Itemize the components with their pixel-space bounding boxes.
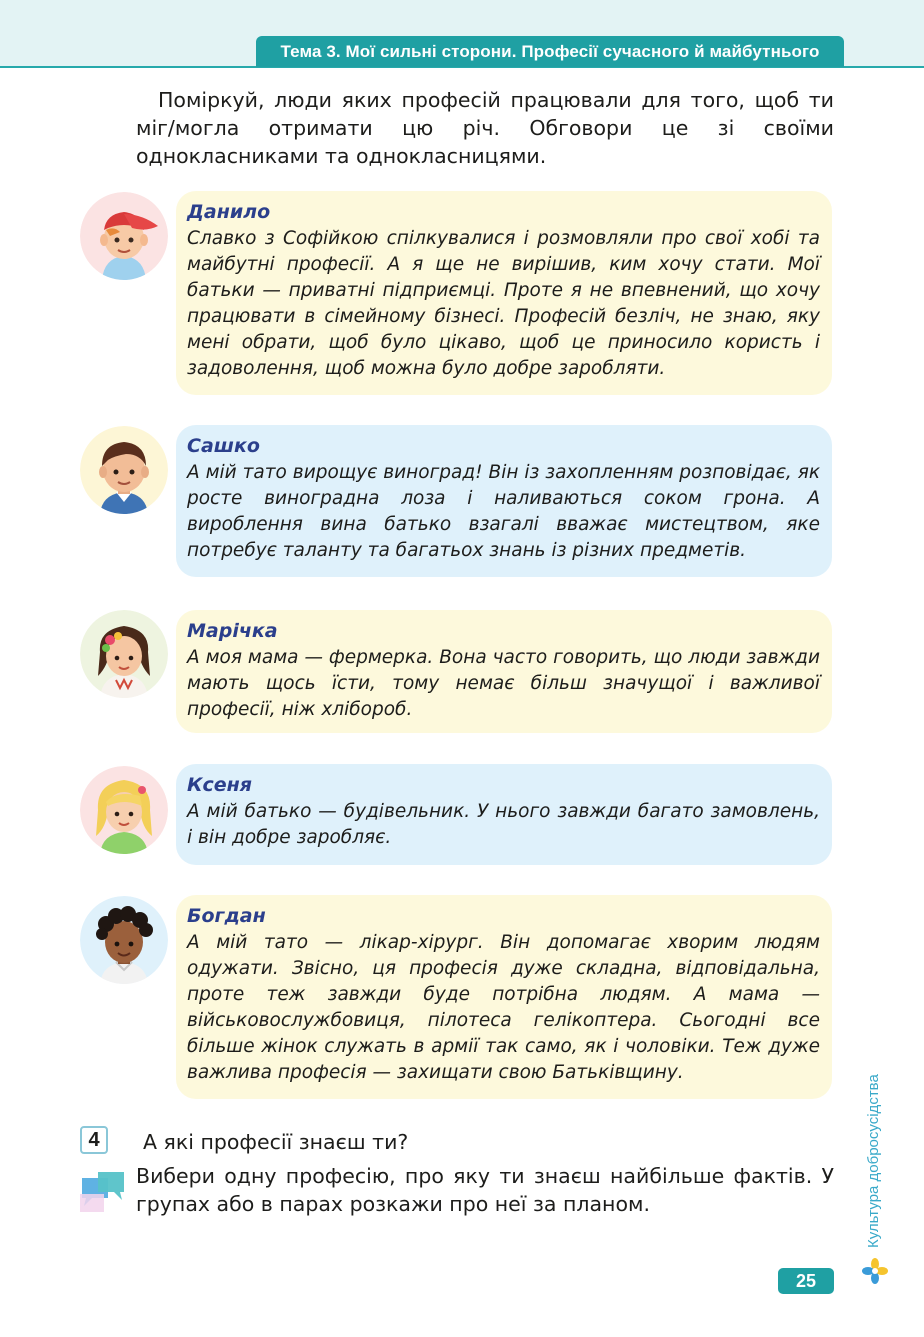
flower-icon — [862, 1258, 888, 1288]
speech-bubble-bohdan — [176, 895, 832, 1099]
task-number: 4 — [80, 1126, 108, 1154]
speaker-name: Марічка — [187, 620, 278, 642]
speaker-name: Сашко — [187, 435, 260, 457]
speech-text: А моя мама — фермерка. Вона часто говорить, що люди завжди мають щось їсти, тому немає більш значущої і важливої професії, ніж хлібороб. — [187, 647, 820, 720]
avatar-marichka — [80, 610, 168, 698]
speech-text: Славко з Софійкою спілкувалися і розмовляли про свої хобі та майбутні професії. А я ще не вирішив, ким хочу стати. Мої батьки — приватні підприємці. Проте я не впевнений, що хочу працювати в сімейному бізнесі. Професій безліч, не знаю, яку мені обрати, щоб було цікаво, щоб це приносило користь і задоволення, щоб можна було добре заробляти. — [187, 228, 820, 379]
avatar-sashko — [80, 426, 168, 514]
task-text: Вибери одну професію, про яку ти знаєш найбільше фактів. У групах або в парах розкажи про неї за планом. — [136, 1164, 834, 1216]
speech-text: А мій батько — будівельник. У нього завжди багато замовлень, і він добре заробляє. — [187, 801, 820, 848]
discussion-icon — [78, 1168, 128, 1220]
speech-bubble-sashko — [176, 425, 832, 577]
speech-bubble-danylo — [176, 191, 832, 395]
speaker-name: Ксеня — [187, 774, 253, 796]
speech-bubble-marichka — [176, 610, 832, 733]
avatar-bohdan — [80, 896, 168, 984]
speaker-name: Богдан — [187, 905, 266, 927]
avatar-ksenia — [80, 766, 168, 854]
speech-text: А мій тато — лікар-хірург. Він допомагає хворим людям одужати. Звісно, ця професія дуже складна, відповідальна, проте теж завжди буде потрібна людям. А мама — військовослужбовиця, пілотеса гелікоптера. Сьогодні все більше жінок служать в армії так само, як і чоловіки. Теж дуже важлива професія — захищати свою Батьківщину. — [187, 932, 820, 1083]
intro-paragraph: Поміркуй, люди яких професій працювали для того, щоб ти міг/могла отримати цю річ. Обговори це зі своїми однокласниками та однокласницями. — [136, 88, 834, 168]
speaker-name: Данило — [187, 201, 271, 223]
task-question: А які професії знаєш ти? — [143, 1130, 409, 1154]
topic-title: Тема 3. Мої сильні сторони. Професії сучасного й майбутнього — [256, 36, 844, 67]
page-number: 25 — [778, 1268, 834, 1294]
side-section-label: Культура добросусідства — [865, 1074, 882, 1248]
avatar-danylo — [80, 192, 168, 280]
speech-bubble-ksenia — [176, 764, 832, 865]
speech-text: А мій тато вирощує виноград! Він із захопленням розповідає, як росте виноградна лоза і наливаються соком грона. А вироблення вина батько взагалі вважає мистецтвом, яке потребує таланту та багатьох знань із різних предметів. — [187, 462, 820, 561]
